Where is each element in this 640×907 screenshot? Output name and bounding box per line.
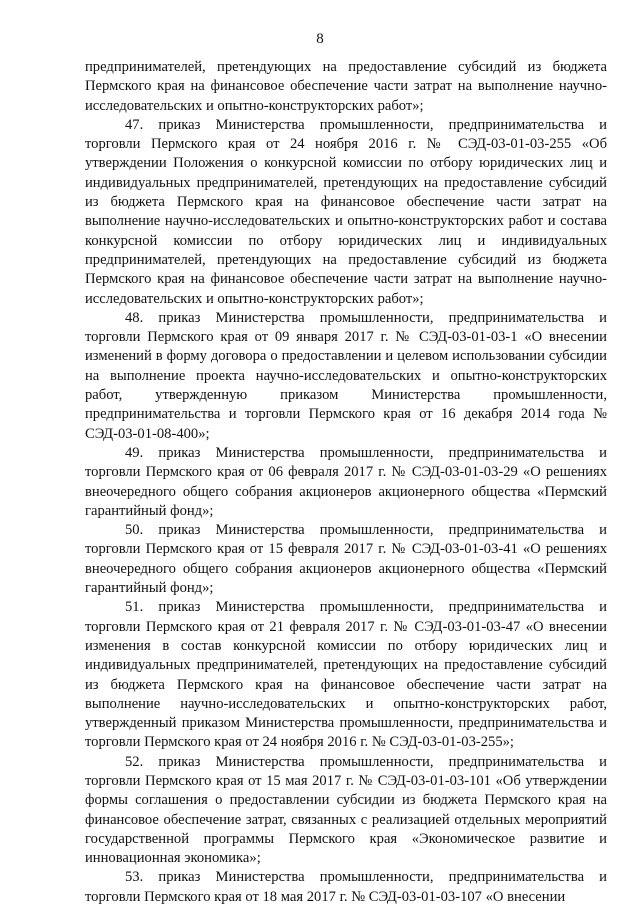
document-body <box>85 58 607 907</box>
page-number: 8 <box>316 31 324 47</box>
paragraph-continuation: предпринимателей, претендующих на предоставление субсидий из бюджета Пермского края на финансовое обеспечение части затрат на выполнение научно-исследовательских и опытно-конструкторских работ»; <box>85 59 607 114</box>
list-item-52: 52. приказ Министерства промышленности, предпринимательства и торговли Пермского края от 15 мая 2017 г. № СЭД-03-01-03-101 «Об утверждении формы соглашения о предоставлении субсидии из бюджета Пермского края на финансовое обеспечение затрат, связанных с реализацией отдельных мероприятий государственной программы Пермского края «Экономическое развитие и инновационная экономика»; <box>85 753 607 867</box>
list-item-53: 53. приказ Министерства промышленности, предпринимательства и торговли Пермского края от 18 мая 2017 г. № СЭД-03-01-03-107 «О внесении <box>85 869 607 905</box>
list-item-47: 47. приказ Министерства промышленности, предпринимательства и торговли Пермского края от 24 ноября 2016 г. № СЭД-03-01-03-255 «Об утверждении Положения о конкурсной комиссии по отбору юридических лиц и индивидуальных предпринимателей, претендующих на предоставление субсидий из бюджета Пермского края на финансовое обеспечение части затрат на выполнение научно-исследовательских и опытно-конструкторских работ и состава конкурсной комиссии по отбору юридических лиц и индивидуальных предпринимателей, претендующих на предоставление субсидий из бюджета Пермского края на финансовое обеспечение части затрат на выполнение научно-исследовательских и опытно-конструкторских работ»; <box>85 116 607 307</box>
list-item-48: 48. приказ Министерства промышленности, предпринимательства и торговли Пермского края от 09 января 2017 г. № СЭД-03-01-03-1 «О внесении изменений в форму договора о предоставлении и целевом использовании субсидии на выполнение проекта научно-исследовательских и опытно-конструкторских работ, утвержденную приказом Министерства промышленности, предпринимательства и торговли Пермского края от 16 декабря 2014 года № СЭД-03-01-08-400»; <box>85 309 607 442</box>
list-item-51: 51. приказ Министерства промышленности, предпринимательства и торговли Пермского края от 21 февраля 2017 г. № СЭД-03-01-03-47 «О внесении изменения в состав конкурсной комиссии по отбору юридических лиц и индивидуальных предпринимателей, претендующих на предоставление субсидий из бюджета Пермского края на финансовое обеспечение части затрат на выполнение научно-исследовательских и опытно-конструкторских работ, утвержденный приказом Министерства промышленности, предпринимательства и торговли Пермского края от 24 ноября 2016 г. № СЭД-03-01-03-255»; <box>85 599 607 751</box>
list-item-49: 49. приказ Министерства промышленности, предпринимательства и торговли Пермского края от 06 февраля 2017 г. № СЭД-03-01-03-29 «О решениях внеочередного общего собрания акционеров акционерного общества «Пермский гарантийный фонд»; <box>85 444 607 519</box>
list-item-50: 50. приказ Министерства промышленности, предпринимательства и торговли Пермского края от 15 февраля 2017 г. № СЭД-03-01-03-41 «О решениях внеочередного общего собрания акционеров акционерного общества «Пермский гарантийный фонд»; <box>85 522 607 597</box>
